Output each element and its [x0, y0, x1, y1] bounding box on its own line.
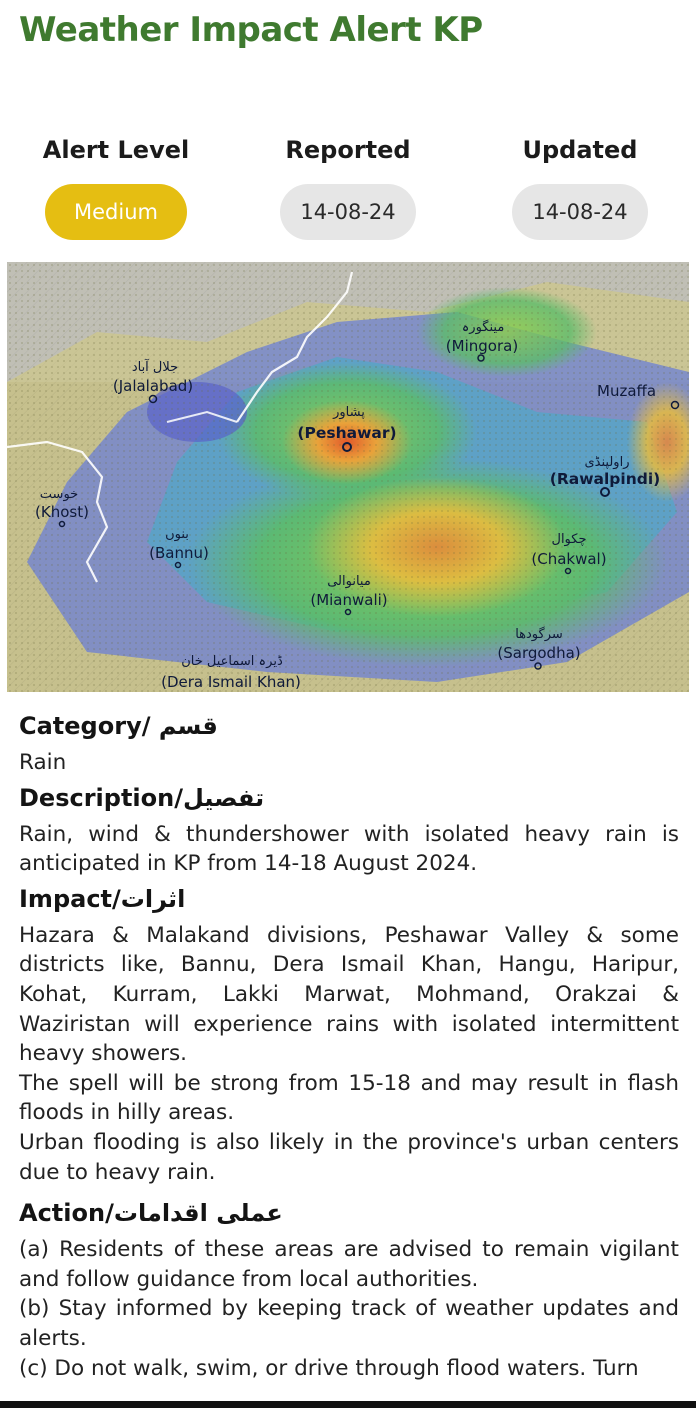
updated-column	[464, 136, 696, 224]
city-label: (Dera Ismail Khan)	[161, 673, 301, 691]
action-heading: Action/عملی اقدامات	[19, 1199, 283, 1228]
updated-label: Updated	[522, 136, 638, 164]
page-title: Weather Impact Alert KP	[19, 10, 483, 50]
action-item-a: (a) Residents of these areas are advised to remain vigilant and follow guidance from local authorities.	[19, 1237, 679, 1292]
alert-details	[19, 712, 679, 1383]
city-label: (Bannu)	[149, 544, 209, 562]
updated-date-badge: 14-08-24	[512, 184, 648, 240]
map-city-dera-ismail-khan	[161, 654, 301, 691]
city-urdu-label: ڈیرہ اسماعیل خان	[181, 654, 283, 669]
alert-level-badge: Medium	[45, 184, 187, 240]
weather-map-svg	[7, 262, 689, 692]
city-urdu-label: میانوالی	[327, 574, 371, 589]
city-label: (Mingora)	[445, 337, 519, 355]
city-urdu-label: راولپنڈی	[584, 455, 630, 470]
impact-text-3: Urban flooding is also likely in the province's urban centers due to heavy rain.	[19, 1129, 679, 1185]
city-urdu-label: پشاور	[333, 405, 365, 420]
category-value: Rain	[19, 750, 67, 775]
weather-map[interactable]	[7, 262, 689, 692]
city-label: (Mianwali)	[310, 591, 388, 609]
alert-meta	[0, 136, 696, 246]
impact-text-1: Hazara & Malakand divisions, Peshawar Valley & some districts like, Bannu, Dera Ismail Khan, Hangu, Haripur, Kohat, Kurram, Lakki Marwat, Mohmand, Orakzai & Waziristan will experience rains with isolated intermittent heavy showers.	[19, 922, 679, 1067]
city-urdu-label: مینگورہ	[461, 320, 505, 335]
reported-column	[232, 136, 464, 224]
city-label: (Chakwal)	[531, 550, 607, 568]
description-text: Rain, wind & thundershower with isolated heavy rain is anticipated in KP from 14-18 August 2024.	[19, 821, 679, 877]
city-label: (Sargodha)	[497, 644, 581, 662]
city-urdu-label: سرگودھا	[515, 627, 563, 642]
reported-date-badge: 14-08-24	[280, 184, 416, 240]
bottom-edge-bar	[0, 1401, 696, 1408]
city-urdu-label: خوست	[39, 487, 79, 502]
city-urdu-label: چکوال	[551, 532, 587, 547]
category-heading: Category/ قسم	[19, 712, 218, 740]
city-label: Muzaffa	[597, 382, 657, 400]
city-label: (Jalalabad)	[112, 377, 194, 395]
alert-level-column	[0, 136, 232, 224]
action-item-b: (b) Stay informed by keeping track of weather updates and alerts.	[19, 1296, 679, 1351]
impact-heading: Impact/اثرات	[19, 884, 186, 913]
city-urdu-label: بنوں	[165, 527, 189, 542]
description-heading: Description/تفصیل	[19, 783, 265, 812]
reported-label: Reported	[285, 136, 411, 164]
city-label: (Rawalpindi)	[549, 470, 661, 488]
impact-text-2: The spell will be strong from 15-18 and may result in flash floods in hilly areas.	[19, 1070, 679, 1126]
city-label: (Khost)	[35, 503, 89, 521]
city-label: (Peshawar)	[297, 424, 397, 442]
city-urdu-label: جلال آباد	[131, 360, 179, 375]
alert-level-label: Alert Level	[42, 136, 190, 164]
action-item-c: (c) Do not walk, swim, or drive through flood waters. Turn	[19, 1355, 639, 1381]
